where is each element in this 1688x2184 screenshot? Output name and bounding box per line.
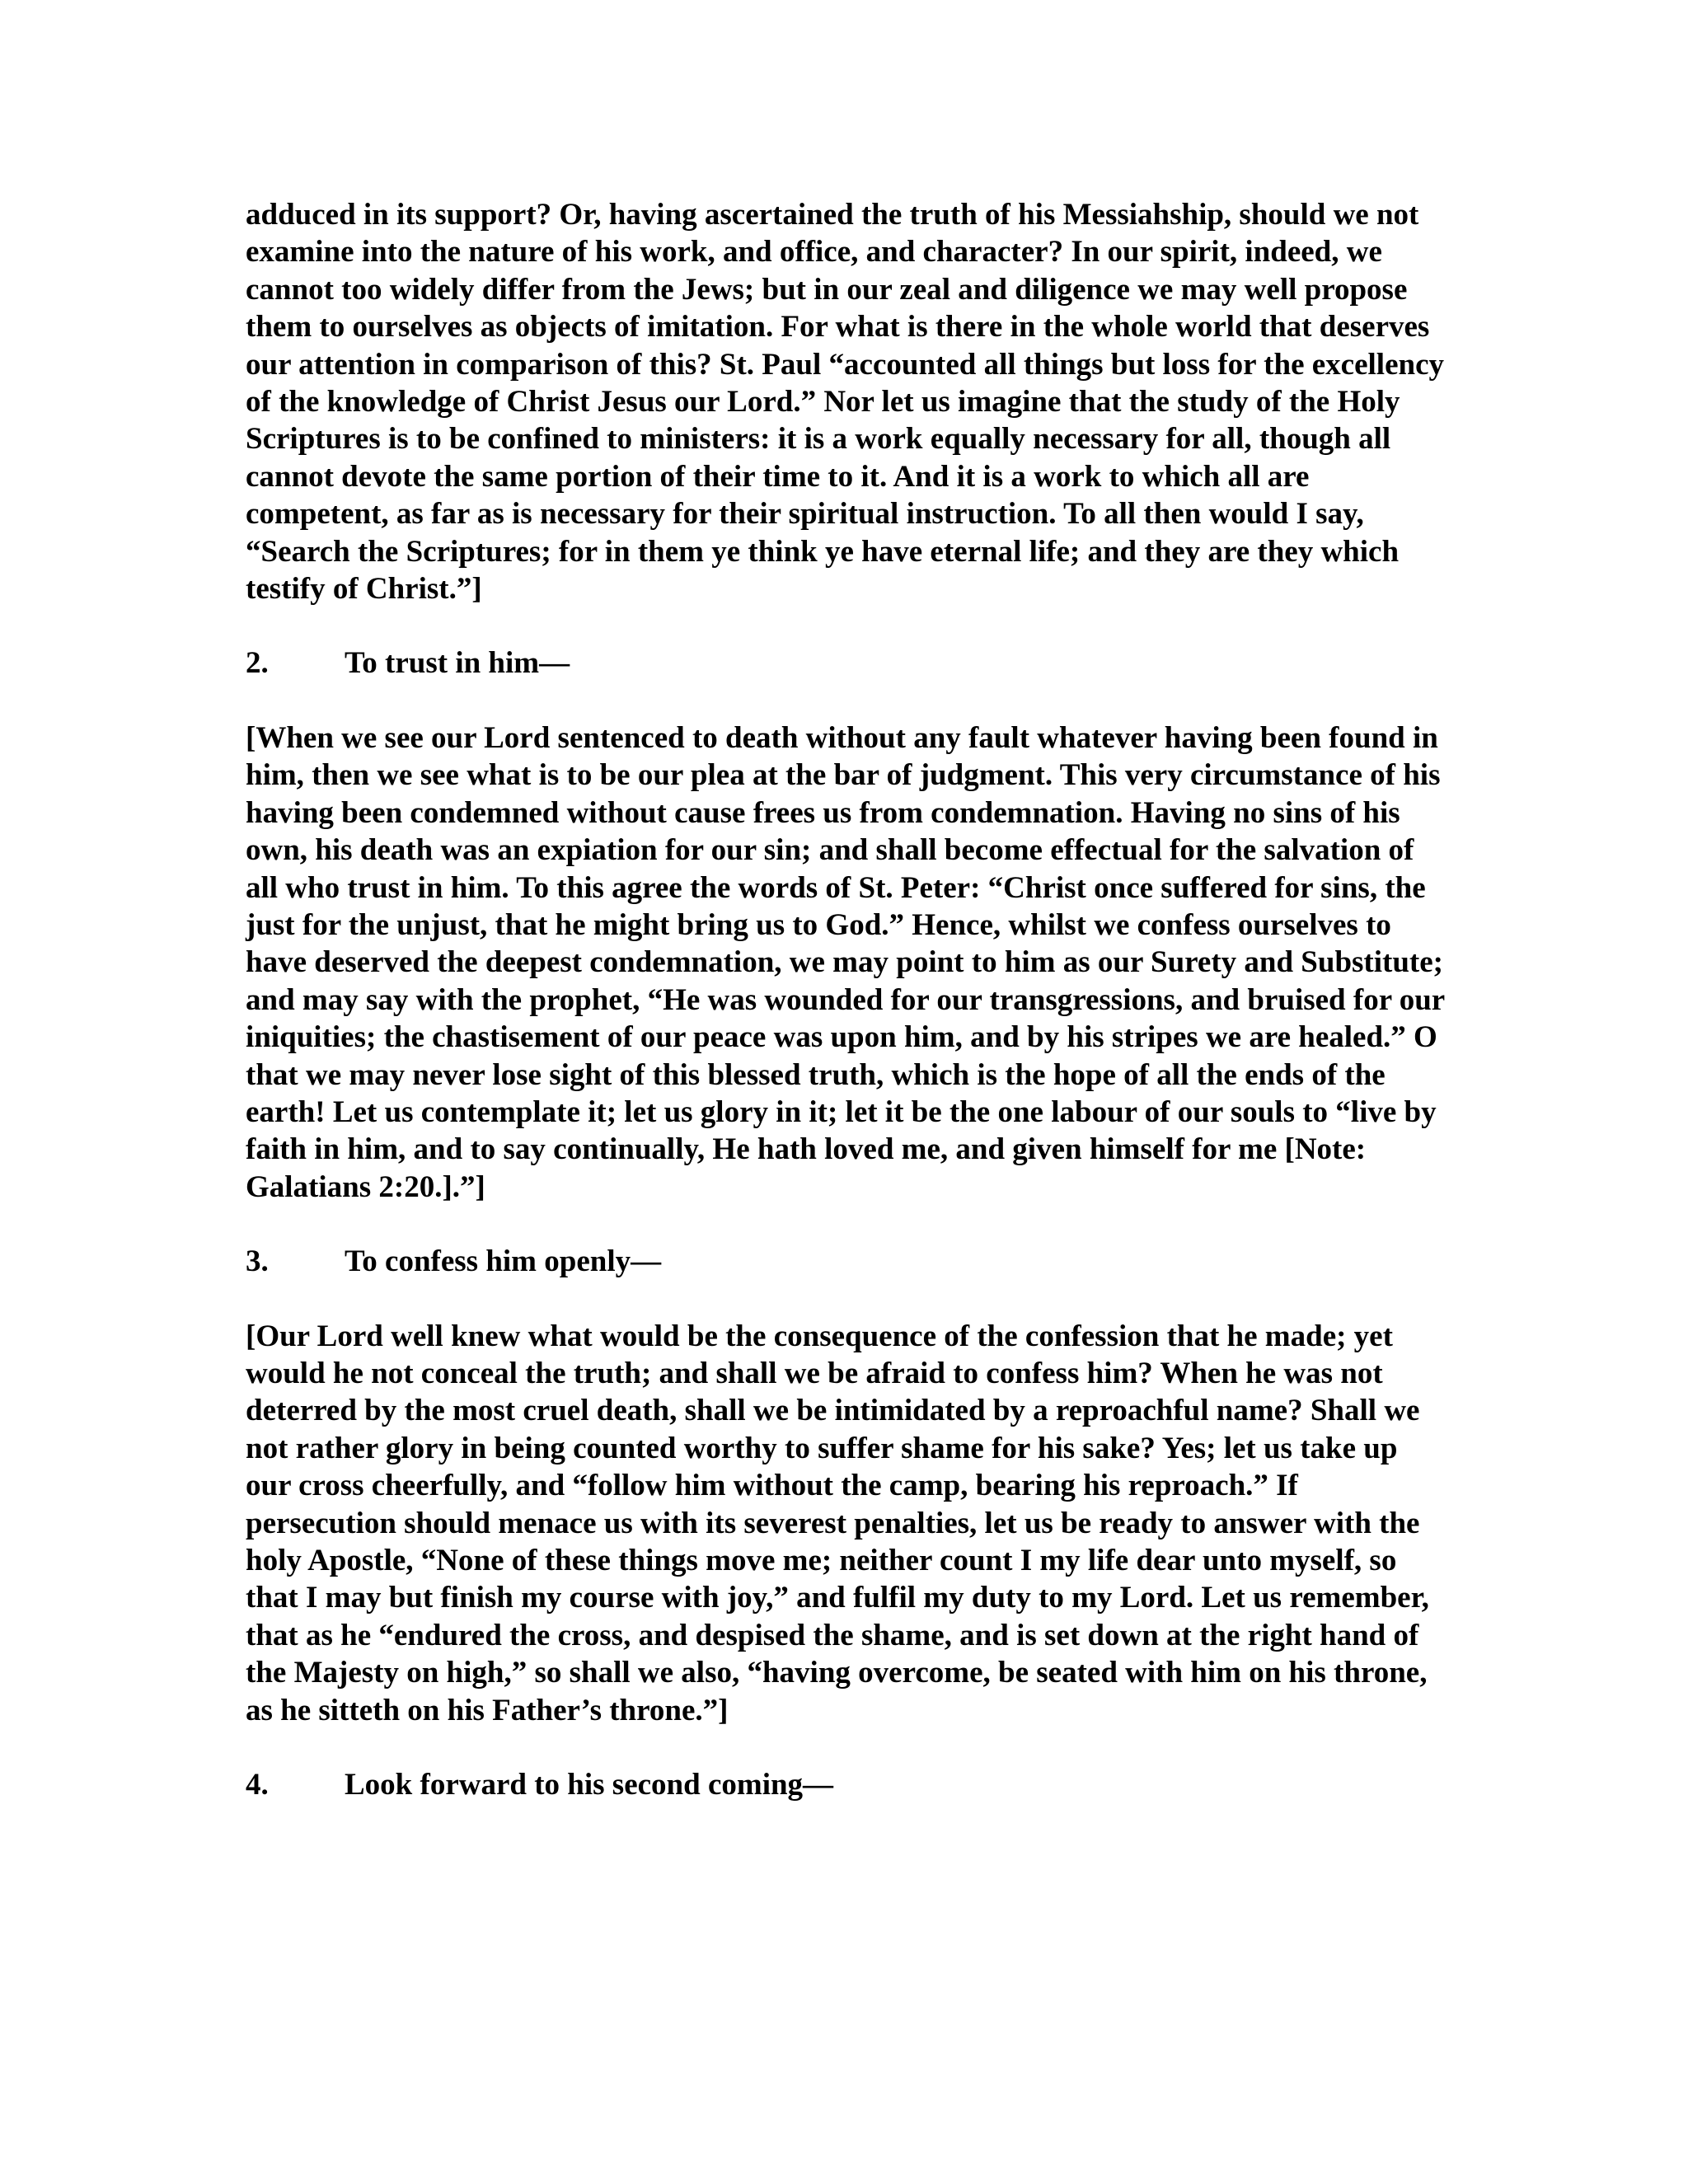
heading-number: 3. <box>246 1244 269 1279</box>
paragraph-search-scriptures: adduced in its support? Or, having ascertained the truth of his Messiahship, should we not examine into the nature of his work, and office, and character? In our spirit, indeed, we cannot too widely differ from the Jews; but in our zeal and diligence we may well propose them to ourselves as objects of imitation. For what is there in the whole world that deserves our attention in comparison of this? St. Paul “accounted all things but loss for the excellency of the knowledge of Christ Jesus our Lord.” Nor let us imagine that the study of the Holy Scriptures is to be confined to ministers: it is a work equally necessary for all, though all cannot devote the same portion of their time to it. And it is a work to which all are competent, as far as is necessary for their spiritual instruction. To all then would I say, “Search the Scriptures; for in them ye think ye have eternal life; and they are they which testify of Christ.”] <box>246 198 1445 607</box>
heading-confess-him-openly <box>246 1243 1449 1280</box>
heading-trust-in-him <box>246 644 1449 682</box>
paragraph-trust-in-him: [When we see our Lord sentenced to death without any fault whatever having been found in him, then we see what is to be our plea at the bar of judgment. This very circumstance of his having been condemned without cause frees us from condemnation. Having no sins of his own, his death was an expiation for our sin; and shall become effectual for the salvation of all who trust in him. To this agree the words of St. Peter: “Christ once suffered for sins, the just for the unjust, that he might bring us to God.” Hence, whilst we confess ourselves to have deserved the deepest condemnation, we may point to him as our Surety and Substitute; and may say with the prophet, “He was wounded for our transgressions, and bruised for our iniquities; the chastisement of our peace was upon him, and by his stripes we are healed.” O that we may never lose sight of this blessed truth, which is the hope of all the ends of the earth! Let us contemplate it; let us glory in it; let it be the one labour of our souls to “live by faith in him, and to say continually, He hath loved me, and given himself for me [Note: Galatians 2:20.].”] <box>246 720 1445 1204</box>
paragraph-confess-him-openly: [Our Lord well knew what would be the consequence of the confession that he made; yet would he not conceal the truth; and shall we be afraid to confess him? When he was not deterred by the most cruel death, shall we be intimidated by a reproachful name? Shall we not rather glory in being counted worthy to suffer shame for his sake? Yes; let us take up our cross cheerfully, and “follow him without the camp, bearing his reproach.” If persecution should menace us with its severest penalties, let us be ready to answer with the holy Apostle, “None of these things move me; neither count I my life dear unto myself, so that I may but finish my course with joy,” and fulfil my duty to my Lord. Let us remember, that as he “endured the cross, and despised the shame, and is set down at the right hand of the Majesty on high,” so shall we also, “having overcome, be seated with him on his throne, as he sitteth on his Father’s throne.”] <box>246 1319 1429 1727</box>
heading-text: To confess him openly— <box>345 1244 662 1279</box>
document-page <box>246 196 1449 1803</box>
heading-second-coming <box>246 1766 1449 1803</box>
heading-number: 2. <box>246 646 269 681</box>
heading-text: To trust in him— <box>345 646 570 681</box>
heading-number: 4. <box>246 1768 269 1802</box>
heading-text: Look forward to his second coming— <box>345 1768 834 1802</box>
